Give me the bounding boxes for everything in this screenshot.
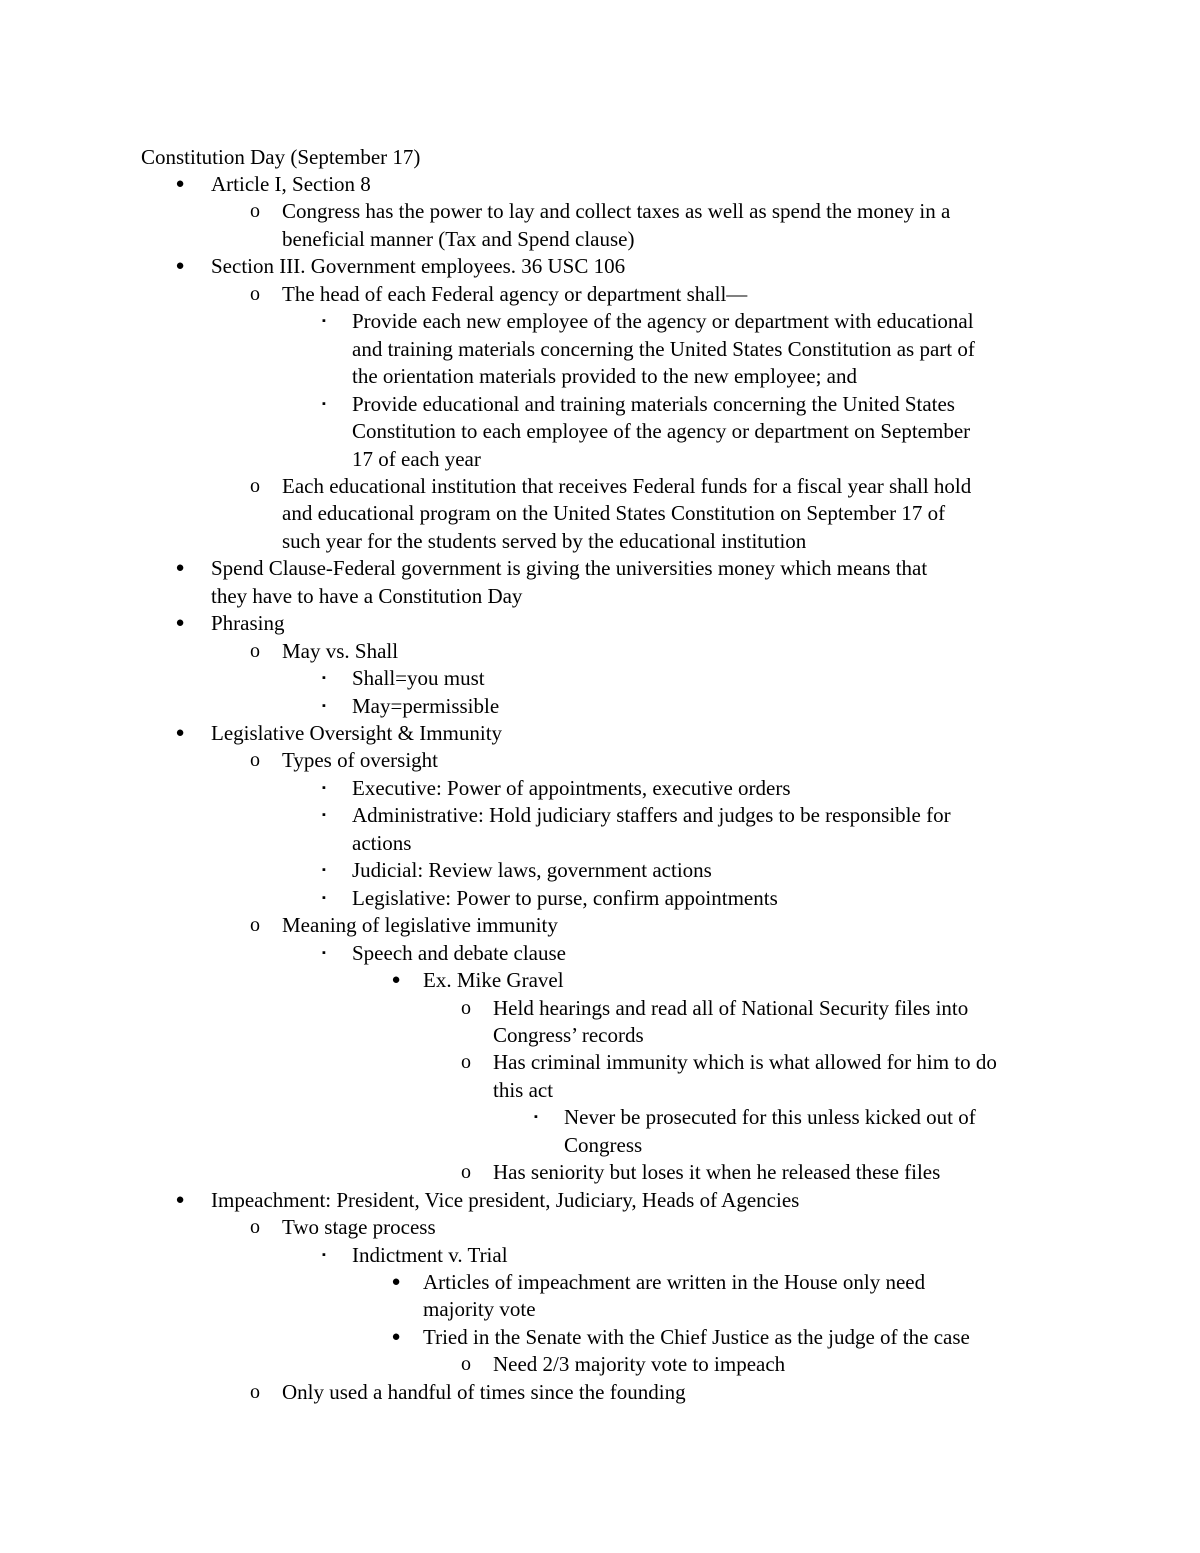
outline-item-line: Has criminal immunity which is what allowed for him to do xyxy=(493,1050,997,1075)
outline-item-line: May=permissible xyxy=(352,693,500,718)
outline-item-line: actions xyxy=(352,830,412,855)
outline-item-line: Never be prosecuted for this unless kicked out of xyxy=(564,1105,976,1130)
bullet-disc-icon: ● xyxy=(391,1274,401,1290)
bullet-circle-icon: o xyxy=(461,1161,471,1184)
outline-item-line: Spend Clause-Federal government is giving the universities money which means that xyxy=(211,556,928,581)
outline-item-line: Two stage process xyxy=(282,1215,436,1240)
outline-item-line: Shall=you must xyxy=(352,666,485,691)
outline-item-line: Judicial: Review laws, government actions xyxy=(352,858,712,883)
outline-item-line: Phrasing xyxy=(211,611,285,636)
outline-item-line: Executive: Power of appointments, executive orders xyxy=(352,775,791,800)
outline-item-line: Article I, Section 8 xyxy=(211,172,371,196)
bullet-circle-icon: o xyxy=(250,749,260,772)
outline-item-line: Impeachment: President, Vice president, Judiciary, Heads of Agencies xyxy=(211,1187,800,1212)
outline-item-line: 17 of each year xyxy=(352,446,481,471)
outline-item-line: Legislative: Power to purse, confirm appointments xyxy=(352,885,778,910)
outline-item-line: the orientation materials provided to the new employee; and xyxy=(352,364,858,389)
outline-item-line: and training materials concerning the United States Constitution as part of xyxy=(352,336,975,361)
bullet-square-icon: ▪ xyxy=(534,1111,538,1124)
outline-item-line: Each educational institution that receives Federal funds for a fiscal year shall hold xyxy=(282,473,972,498)
bullet-square-icon: ▪ xyxy=(322,1248,326,1261)
bullet-circle-icon: o xyxy=(461,1353,471,1376)
bullet-disc-icon: ● xyxy=(175,615,185,632)
bullet-disc-icon: ● xyxy=(175,725,185,741)
outline-item-line: Section III. Government employees. 36 USC 106 xyxy=(211,254,626,279)
bullet-circle-icon: o xyxy=(250,282,260,305)
bullet-disc-icon: ● xyxy=(391,972,401,989)
outline-item-line: beneficial manner (Tax and Spend clause) xyxy=(282,226,635,251)
bullet-disc-icon: ● xyxy=(391,1328,401,1345)
outline-item-line: this act xyxy=(493,1077,554,1102)
outline-item-line: Types of oversight xyxy=(282,748,439,773)
bullet-circle-icon: o xyxy=(461,996,471,1019)
bullet-square-icon: ▪ xyxy=(322,397,326,410)
bullet-square-icon: ▪ xyxy=(322,864,326,877)
outline-item-line: Held hearings and read all of National Security files into xyxy=(493,995,969,1020)
outline-item-line: Legislative Oversight & Immunity xyxy=(211,721,503,745)
bullet-square-icon: ▪ xyxy=(322,946,326,959)
bullet-square-icon: ▪ xyxy=(322,891,326,904)
outline-item-line: Meaning of legislative immunity xyxy=(282,913,558,938)
outline-item-line: The head of each Federal agency or department shall— xyxy=(282,281,748,306)
outline-item-line: Ex. Mike Gravel xyxy=(423,968,564,993)
outline-item-line: Administrative: Hold judiciary staffers and judges to be responsible for xyxy=(352,803,951,828)
bullet-disc-icon: ● xyxy=(175,560,185,577)
bullet-circle-icon: o xyxy=(250,474,260,497)
outline-item-line: such year for the students served by the educational institution xyxy=(282,528,807,553)
outline-item-line: Speech and debate clause xyxy=(352,940,566,965)
bullet-square-icon: ▪ xyxy=(322,315,326,328)
bullet-square-icon: ▪ xyxy=(322,809,326,822)
outline-item-line: they have to have a Constitution Day xyxy=(211,583,523,608)
bullet-circle-icon: o xyxy=(250,639,260,662)
bullet-disc-icon: ● xyxy=(175,176,185,192)
bullet-circle-icon: o xyxy=(250,914,260,937)
outline-item-line: Provide each new employee of the agency or department with educational xyxy=(352,309,974,334)
document-title: Constitution Day (September 17) xyxy=(141,145,421,169)
outline-item-line: Tried in the Senate with the Chief Justice as the judge of the case xyxy=(423,1324,970,1349)
outline-item-line: Indictment v. Trial xyxy=(352,1242,508,1267)
bullet-circle-icon: o xyxy=(250,200,260,223)
bullet-disc-icon: ● xyxy=(175,1191,185,1208)
outline-item-line: Congress has the power to lay and collect taxes as well as spend the money in a xyxy=(282,199,951,224)
outline-item-line: majority vote xyxy=(423,1297,536,1322)
outline-item-line: Has seniority but loses it when he released these files xyxy=(493,1160,941,1185)
outline-item-line: Provide educational and training materials concerning the United States xyxy=(352,391,955,416)
bullet-circle-icon: o xyxy=(250,1216,260,1239)
outline-item-line: Only used a handful of times since the founding xyxy=(282,1379,686,1404)
outline-item-line: Articles of impeachment are written in the House only need xyxy=(423,1270,926,1294)
outline-item-line: Need 2/3 majority vote to impeach xyxy=(493,1352,786,1377)
outline-item-line: Constitution to each employee of the agency or department on September xyxy=(352,419,971,444)
bullet-disc-icon: ● xyxy=(175,258,185,275)
bullet-square-icon: ▪ xyxy=(322,699,326,712)
bullet-square-icon: ▪ xyxy=(322,672,326,685)
outline-item-line: May vs. Shall xyxy=(282,638,399,663)
outline-item-line: Congress xyxy=(564,1132,643,1157)
outline-item-line: Congress’ records xyxy=(493,1022,644,1047)
outline-item-line: and educational program on the United States Constitution on September 17 of xyxy=(282,501,946,526)
bullet-circle-icon: o xyxy=(250,1380,260,1403)
bullet-circle-icon: o xyxy=(461,1051,471,1074)
bullet-square-icon: ▪ xyxy=(322,781,326,794)
